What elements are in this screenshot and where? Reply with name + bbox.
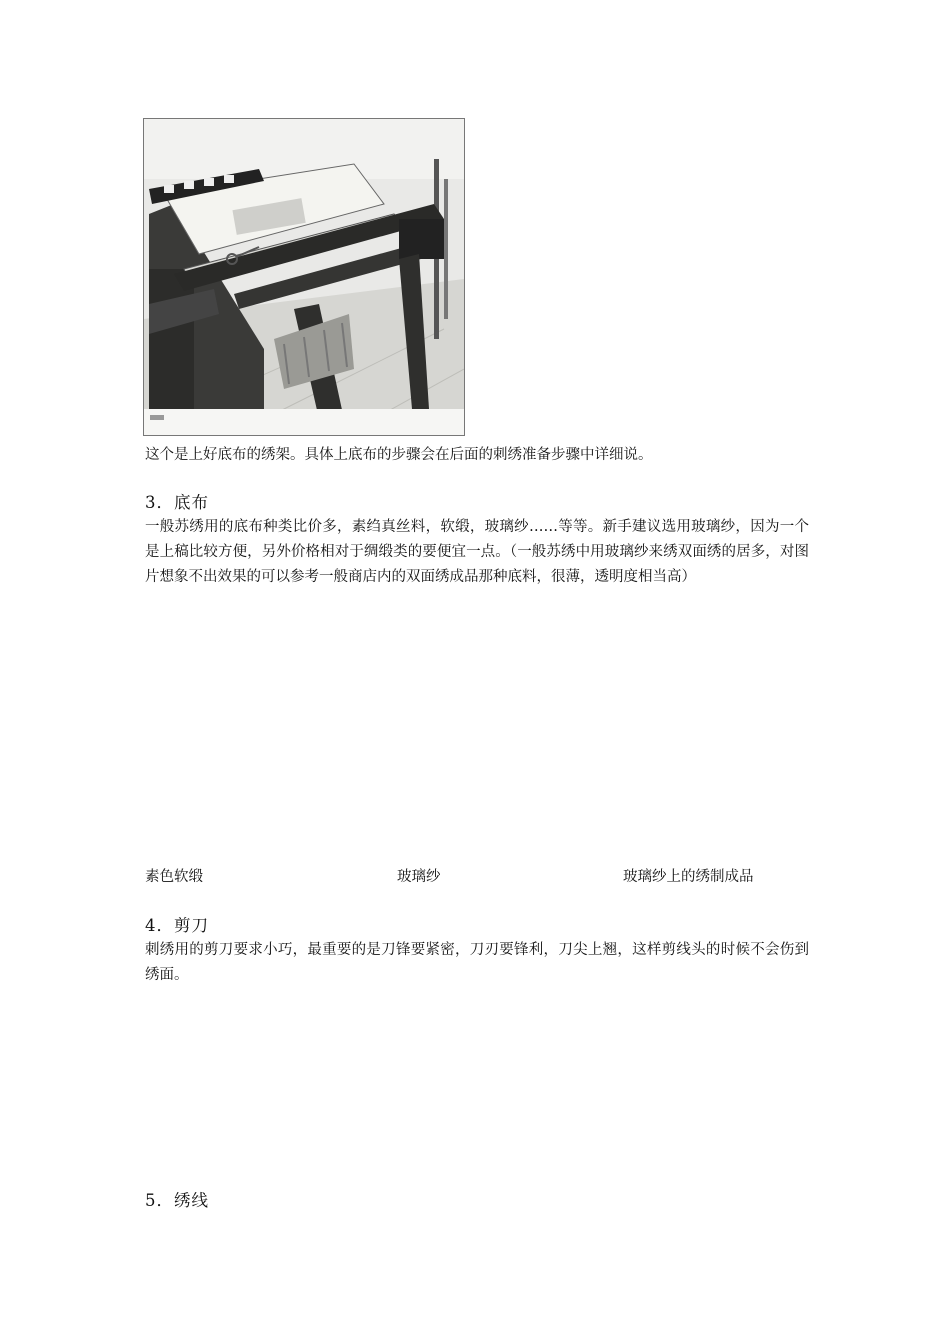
embroidery-frame-photo	[143, 118, 465, 436]
section-paragraph-fabric: 一般苏绣用的底布种类比价多，素绉真丝料，软缎，玻璃纱……等等。新手建议选用玻璃纱，因为一个是上稿比较方便，另外价格相对于绸缎类的要便宜一点。（一般苏绣中用玻璃纱来绣双面绣的居多，对图片想象不出效果的可以参考一般商店内的双面绣成品那种底料，很薄，透明度相当高）	[145, 519, 809, 585]
image-label-finished-work: 玻璃纱上的绣制成品	[623, 869, 754, 885]
figure-caption: 这个是上好底布的绣架。具体上底布的步骤会在后面的刺绣准备步骤中详细说。	[145, 447, 653, 463]
section-heading-thread: 5．绣线	[145, 1191, 209, 1210]
image-label-satin: 素色软缎	[145, 869, 203, 885]
image-label-glass-gauze: 玻璃纱	[397, 869, 441, 885]
embroidery-frame-image	[144, 119, 464, 435]
section-paragraph-scissors: 刺绣用的剪刀要求小巧，最重要的是刀锋要紧密，刀刃要锋利，刀尖上翘，这样剪线头的时候不会伤到绣面。	[145, 942, 809, 983]
section-heading-scissors: 4．剪刀	[145, 916, 209, 935]
section-heading-fabric: 3．底布	[145, 493, 209, 512]
